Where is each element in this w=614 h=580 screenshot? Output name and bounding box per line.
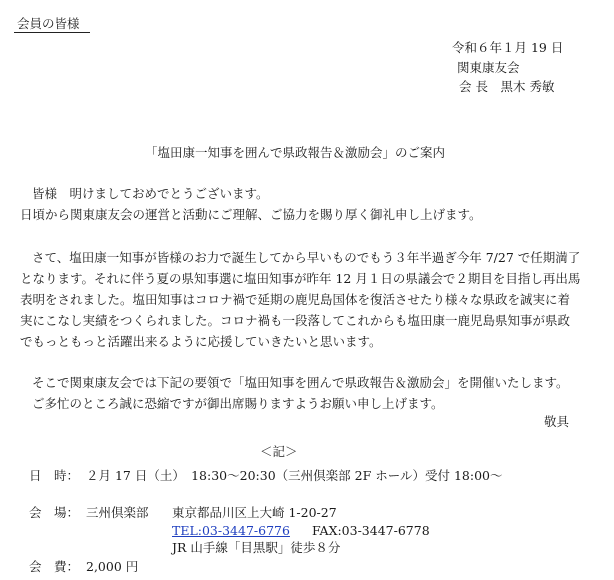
datetime-value: ２月 17 日（土） 18:30～20:30（三州倶楽部 2F ホール）受付 18:00～ (86, 468, 503, 483)
contact-line (172, 525, 430, 538)
greeting-line: 皆様 明けましておめでとうございます。 (32, 186, 269, 201)
details-heading: ＜記＞ (260, 444, 298, 459)
tel-link[interactable]: TEL:03-3447-6776 (172, 523, 290, 538)
greeting-line: 日頃から関東康友会の運営と活動にご理解、ご協力を賜り厚く御礼申し上げます。 (20, 207, 482, 222)
venue-access: JR 山手線「目黒駅」徒歩８分 (172, 540, 341, 555)
addressee-underline (14, 32, 90, 33)
body-line: となります。それに伴う夏の県知事選に塩田知事が昨年 12 月１日の県議会で２期目を目指し再出馬 (20, 271, 581, 286)
body-line: でもっともっと活躍出来るように応援していきたいと思います。 (20, 334, 382, 349)
closing-word: 敬具 (544, 414, 570, 429)
venue-name: 三州倶楽部 (86, 505, 149, 520)
greeting-paragraph (20, 183, 590, 225)
venue-address: 東京都品川区上大崎 1-20-27 (172, 505, 337, 520)
body-line: 実にこなし実績をつくられました。コロナ禍も一段落してこれからも塩田康一鹿児島県知事が県政 (20, 313, 571, 328)
fax-number: FAX:03-3447-6778 (311, 523, 430, 538)
body-paragraph (20, 247, 590, 352)
venue-label: 会 場： (29, 505, 80, 520)
organization-name: 関東康友会 (457, 60, 520, 75)
invitation-line: そこで関東康友会では下記の要領で「塩田知事を囲んで県政報告＆激励会」を開催いたします。 (32, 375, 569, 390)
letter-date: 令和６年１月 19 日 (452, 40, 564, 55)
datetime-label: 日 時： (29, 468, 80, 483)
fee-label: 会 費： (29, 559, 80, 574)
invitation-line: ご多忙のところ誠に恐縮ですが御出席賜りますようお願い申し上げます。 (32, 396, 444, 411)
body-line: さて、塩田康一知事が皆様のお力で誕生してから早いものでもう３年半過ぎ今年 7/27 で任期満了 (32, 250, 581, 265)
signer: 会 長 黒木 秀敏 (459, 79, 555, 94)
document-title: 「塩田康一知事を囲んで県政報告＆激励会」のご案内 (145, 145, 446, 160)
fee-value: 2,000 円 (86, 559, 139, 574)
body-line: 表明をされました。塩田知事はコロナ禍で延期の鹿児島国体を復活させたり様々な県政を誠実に着 (20, 292, 571, 307)
addressee: 会員の皆様 (17, 16, 80, 31)
invitation-paragraph (20, 372, 590, 414)
